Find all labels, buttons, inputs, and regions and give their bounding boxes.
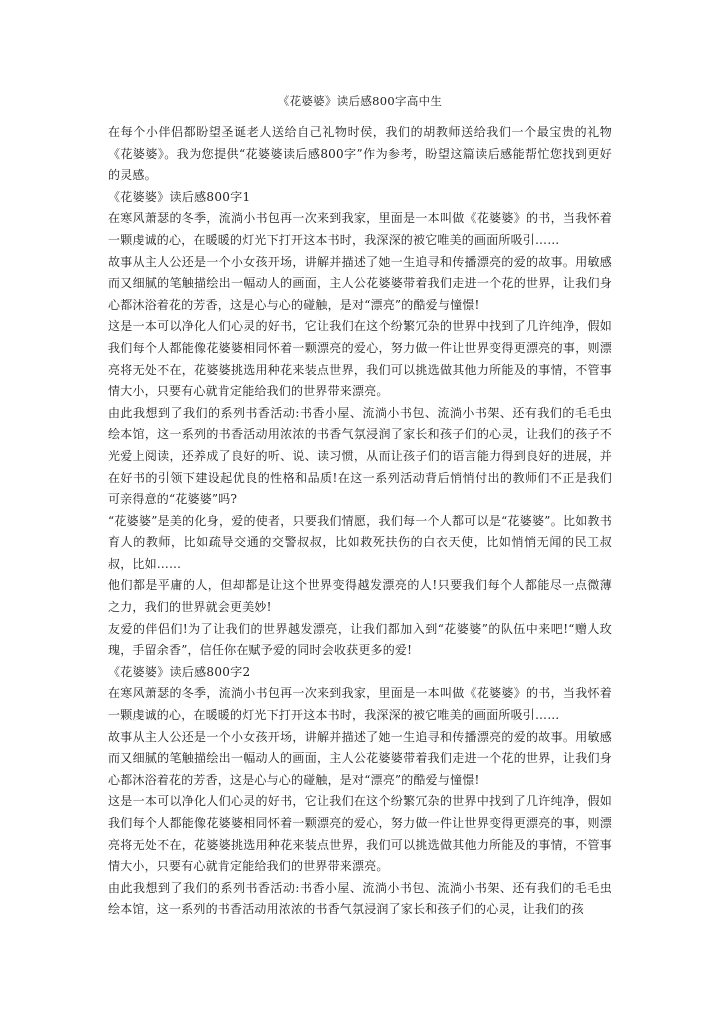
document-title: 《花婆婆》读后感800字高中生 [277, 94, 443, 108]
body-paragraph: 友爱的伴侣们!为了让我们的世界越发漂亮，让我们都加入到“花婆婆”的队伍中来吧!“赠人玫瑰，手留余香”，信任你在赋予爱的同时会收获更多的爱! [108, 621, 612, 658]
body-paragraph: 由此我想到了我们的系列书香活动:书香小屋、流淌小书包、流淌小书架、还有我们的毛毛虫绘本馆，这一系列的书香活动用浓浓的书香气氛浸润了家长和孩子们的心灵，让我们的孩子不光爱上阅读，还养成了良好的听、说、读习惯，从而让孩子们的语言能力得到良好的进展，并在好书的引领下建设起优良的性格和品质!在这一系列活动背后悄悄付出的教师们不正是我们可亲得意的“花婆婆”吗? [108, 405, 612, 507]
body-paragraph: 这是一本可以净化人们心灵的好书，它让我们在这个纷繁冗杂的世界中找到了几许纯净，假如我们每个人都能像花婆婆相同怀着一颗漂亮的爱心，努力做一件让世界变得更漂亮的事，则漂亮将无处不在，花婆婆挑选用种花来装点世界，我们可以挑选做其他力所能及的事情，不管事情大小，只要有心就肯定能给我们的世界带来漂亮。 [108, 794, 612, 874]
body-paragraph: 他们都是平庸的人，但却都是让这个世界变得越发漂亮的人!只要我们每个人都能尽一点微薄之力，我们的世界就会更美妙! [108, 578, 612, 615]
body-paragraph: 这是一本可以净化人们心灵的好书，它让我们在这个纷繁冗杂的世界中找到了几许纯净，假如我们每个人都能像花婆婆相同怀着一颗漂亮的爱心，努力做一件让世界变得更漂亮的事，则漂亮将无处不在，花婆婆挑选用种花来装点世界，我们可以挑选做其他力所能及的事情，不管事情大小，只要有心就肯定能给我们的世界带来漂亮。 [108, 319, 612, 399]
body-paragraph: 由此我想到了我们的系列书香活动:书香小屋、流淌小书包、流淌小书架、还有我们的毛毛虫绘本馆，这一系列的书香活动用浓浓的书香气氛浸润了家长和孩子们的心灵，让我们的孩 [108, 880, 612, 917]
intro-paragraph: 在每个小伴侣都盼望圣诞老人送给自己礼物时侯，我们的胡教师送给我们一个最宝贵的礼物《花婆婆》。我为您提供“花婆婆读后感800字”作为参考，盼望这篇读后感能帮忙您找到更好的灵感。 [108, 125, 612, 183]
body-paragraph: 在寒风萧瑟的冬季，流淌小书包再一次来到我家，里面是一本叫做《花婆婆》的书，当我怀着一颗虔诚的心，在暖暖的灯光下打开这本书时，我深深的被它唯美的画面所吸引…… [108, 211, 612, 247]
body-paragraph: 在寒风萧瑟的冬季，流淌小书包再一次来到我家，里面是一本叫做《花婆婆》的书，当我怀着一颗虔诚的心，在暖暖的灯光下打开这本书时，我深深的被它唯美的画面所吸引…… [108, 686, 612, 723]
section-heading-1: 《花婆婆》读后感800字1 [108, 189, 251, 204]
body-paragraph: 故事从主人公还是一个小女孩开场，讲解并描述了她一生追寻和传播漂亮的爱的故事。用敏感而又细腻的笔触描绘出一幅动人的画面，主人公花婆婆带着我们走进一个花的世界，让我们身心都沐浴着花的芳香，这是心与心的碰触，是对“漂亮”的酷爱与憧憬! [108, 729, 612, 787]
body-paragraph: 故事从主人公还是一个小女孩开场，讲解并描述了她一生追寻和传播漂亮的爱的故事。用敏感而又细腻的笔触描绘出一幅动人的画面，主人公花婆婆带着我们走进一个花的世界，让我们身心都沐浴着花的芳香，这是心与心的碰触，是对“漂亮”的酷爱与憧憬! [108, 254, 612, 312]
body-paragraph: “花婆婆”是美的化身，爱的使者，只要我们情愿，我们每一个人都可以是“花婆婆”。比如教书育人的教师，比如疏导交通的交警叔叔，比如救死扶伤的白衣天使，比如悄悄无闻的民工叔叔，比如…… [108, 513, 612, 571]
section-heading-2: 《花婆婆》读后感800字2 [108, 664, 251, 679]
document-body [108, 122, 612, 921]
